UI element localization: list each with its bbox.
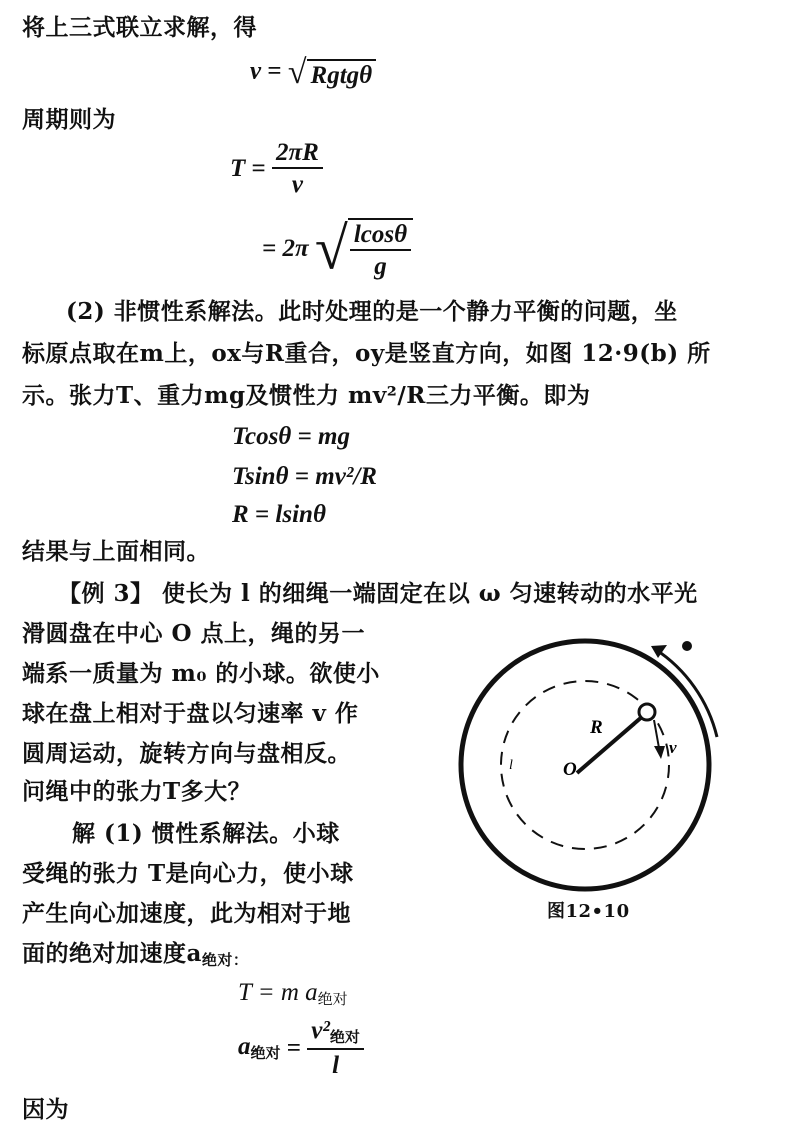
fraction: [350, 222, 411, 279]
text-line: 球在盘上相对于盘以匀速率 v 作: [22, 700, 359, 727]
label-v: v: [669, 738, 677, 757]
equation-1: Tcosθ = mg: [232, 423, 350, 450]
text-line: 解 (1) 惯性系解法。小球: [72, 820, 340, 847]
eq-T-lhs: T: [230, 155, 246, 182]
equation-period: T = $\frac{2\pi R}{v}$: [230, 140, 323, 197]
text-line: 周期则为: [22, 106, 116, 133]
figure-caption: 图12•10: [547, 901, 630, 922]
label-small: l: [509, 758, 513, 773]
text-line: 标原点取在m上，ox与R重合，oy是竖直方向，如图 12·9(b) 所: [22, 340, 711, 367]
small-ball: [639, 704, 655, 720]
eq-T-denominator: v: [291, 171, 303, 198]
eq-T2-prefix: = 2π: [262, 235, 309, 262]
rope-radius: [577, 716, 643, 773]
eq-tension-subscript: 绝对: [317, 992, 348, 1008]
sqrt: √ Rgtgθ: [288, 56, 376, 90]
eq-T2-numerator: lcosθ: [350, 222, 411, 251]
text-subscript: 绝对：: [201, 951, 249, 969]
text-line: 滑圆盘在中心 O 点上，绳的另一: [22, 620, 366, 647]
text-line: 产生向心加速度，此为相对于地: [22, 900, 351, 927]
text-line: 将上三式联立求解，得: [22, 14, 257, 41]
eq-T-numerator: 2πR: [272, 140, 323, 169]
text-line: 因为: [22, 1096, 69, 1123]
equation-acceleration: $a_{绝对}$ = $\frac{v^2_{绝对}}{l}$: [238, 1018, 364, 1078]
label-omega: ω: [695, 639, 703, 650]
eq-v-radicand: Rgtgθ: [307, 59, 377, 88]
eq-a-lhs-subscript: 绝对: [250, 1046, 281, 1062]
eq-v-lhs: v: [250, 57, 262, 85]
disk-diagram: [455, 625, 785, 935]
text-line: 圆周运动，旋转方向与盘相反。: [22, 740, 351, 767]
figure-rotating-disk: [455, 625, 785, 939]
eq-T2-denominator: g: [374, 253, 387, 280]
text-line: 受绳的张力 T是向心力，使小球: [22, 860, 354, 887]
sqrt: √ $\frac{lcos\theta}{g}$: [315, 218, 413, 279]
label-O: O: [563, 759, 577, 780]
eq-a-lhs: a: [238, 1033, 251, 1060]
text-line: (2) 非惯性系解法。此时处理的是一个静力平衡的问题，坐: [66, 298, 678, 325]
omega-dot: [682, 641, 692, 651]
velocity-arrow-head: [654, 746, 665, 759]
eq-a-numerator: v²: [311, 1017, 330, 1044]
equation-3: R = lsinθ: [232, 501, 326, 528]
text-line: 端系一质量为 m₀ 的小球。欲使小: [22, 660, 380, 687]
text-line: 【例 3】 使长为 l 的细绳一端固定在以 ω 匀速转动的水平光: [58, 580, 698, 607]
text-line: [22, 942, 248, 968]
text-line: 示。张力T、重力mg及惯性力 mv²/R三力平衡。即为: [22, 382, 591, 409]
text-main: 面的绝对加速度a: [22, 940, 202, 967]
fraction: [307, 1018, 364, 1078]
label-R: R: [590, 717, 603, 738]
eq-a-denominator: l: [332, 1052, 340, 1079]
equation-period-2: [262, 215, 413, 282]
eq-a-numerator-subscript: 绝对: [329, 1030, 360, 1046]
eq-tension-main: T = m a: [238, 979, 318, 1006]
equation-v: v = √ Rgtgθ: [250, 56, 376, 90]
fraction: [272, 140, 323, 197]
text-line: 结果与上面相同。: [22, 538, 210, 565]
text-line: 问绳中的张力T多大？: [22, 778, 252, 805]
equation-tension: [238, 980, 348, 1008]
equation-2: Tsinθ = mv²/R: [232, 463, 377, 490]
